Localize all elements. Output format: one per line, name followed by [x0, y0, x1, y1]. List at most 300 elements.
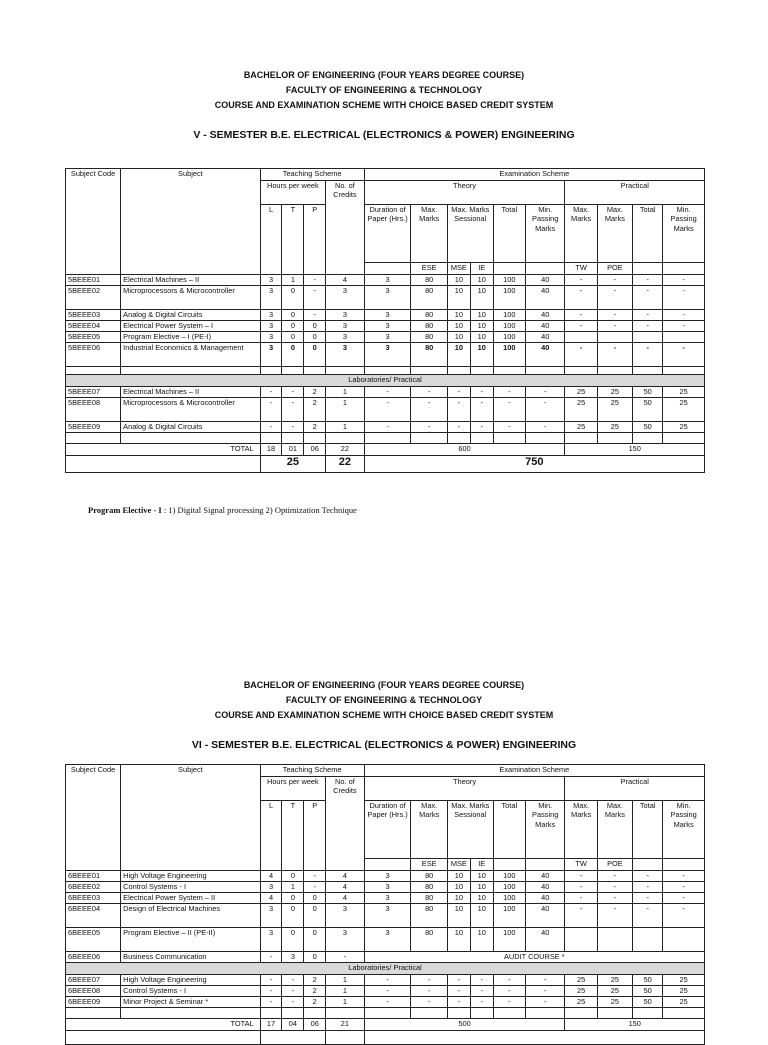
table-cell	[565, 332, 597, 343]
table-cell: 0	[282, 893, 304, 904]
table-cell: 10	[470, 332, 493, 343]
table-cell: 50	[633, 997, 663, 1008]
table-cell: 10	[470, 286, 493, 310]
table-cell: 3	[364, 343, 411, 367]
table-cell: -	[364, 986, 411, 997]
table-cell: 10	[470, 882, 493, 893]
table-cell: -	[260, 387, 282, 398]
table-row	[66, 275, 705, 286]
table-cell: 0	[304, 332, 326, 343]
table-cell: 2	[304, 387, 326, 398]
table-cell: 1	[282, 882, 304, 893]
table-cell: -	[633, 321, 663, 332]
col-p: P	[304, 205, 326, 275]
col-practical-max-marks: Max. Marks	[565, 801, 597, 859]
subject-name-cell: Electrical Machines – II	[121, 275, 260, 286]
table-cell: -	[364, 975, 411, 986]
table-cell: 0	[304, 928, 326, 952]
university-header-line3-sem6: COURSE AND EXAMINATION SCHEME WITH CHOICE BASED CREDIT SYSTEM	[214, 710, 554, 720]
col-practical-min-passing: Min. Passing Marks	[663, 801, 705, 859]
table-cell: -	[663, 275, 705, 286]
table-cell: 100	[493, 343, 525, 367]
table-cell: 0	[282, 286, 304, 310]
table-cell: -	[525, 387, 565, 398]
table-cell: -	[364, 422, 411, 433]
table-cell: -	[470, 975, 493, 986]
table-cell: 10	[447, 321, 470, 332]
subject-code-cell: 6BEEE02	[66, 882, 121, 893]
table-row	[66, 398, 705, 422]
table-cell: 2	[304, 975, 326, 986]
semester-vi-lab-heading: Laboratories/ Practical	[66, 963, 705, 975]
table-cell: 100	[493, 332, 525, 343]
table-cell: 50	[633, 387, 663, 398]
university-header-line1: BACHELOR OF ENGINEERING (FOUR YEARS DEGREE COURSE)	[243, 70, 525, 80]
table-cell	[663, 928, 705, 952]
table-cell: 25	[663, 986, 705, 997]
audit-row-p: 0	[304, 952, 326, 963]
col-t: T	[282, 801, 304, 871]
table-row	[66, 997, 705, 1008]
table-cell: 100	[493, 321, 525, 332]
table-cell: -	[493, 986, 525, 997]
table-cell: 3	[260, 343, 282, 367]
table-cell: 3	[260, 310, 282, 321]
subject-name-cell: Program Elective – II (PE-II)	[121, 928, 260, 952]
table-cell: 80	[411, 882, 447, 893]
table-cell: 1	[326, 387, 365, 398]
table-cell: -	[470, 422, 493, 433]
table-row	[66, 871, 705, 882]
col-practical-total: Total	[633, 205, 663, 263]
table-cell: 10	[470, 871, 493, 882]
col-subject: Subject	[121, 765, 260, 871]
table-cell: -	[304, 275, 326, 286]
col-min-passing: Min. Passing Marks	[525, 801, 565, 859]
table-cell	[565, 928, 597, 952]
subject-name-cell: Industrial Economics & Management	[121, 343, 260, 367]
col-exam-scheme: Examination Scheme	[364, 169, 704, 181]
table-cell	[597, 332, 632, 343]
table-cell: 10	[447, 310, 470, 321]
col-subject-code: Subject Code	[66, 169, 121, 275]
table-cell: -	[525, 398, 565, 422]
subject-code-cell: 5BEEE09	[66, 422, 121, 433]
table-cell: -	[447, 387, 470, 398]
col-max-marks-sessional: Max. Marks Sessional	[447, 205, 493, 263]
table-cell: -	[411, 997, 447, 1008]
subject-code-cell: 5BEEE04	[66, 321, 121, 332]
program-elective-options: : 1) Digital Signal processing 2) Optimization Technique	[161, 505, 357, 515]
table-cell: 80	[411, 893, 447, 904]
table-cell: -	[663, 882, 705, 893]
table-cell: 10	[447, 343, 470, 367]
subject-name-cell: Control Systems - I	[121, 986, 260, 997]
table-cell: 2	[304, 986, 326, 997]
table-cell: 10	[447, 871, 470, 882]
table-cell: 10	[470, 893, 493, 904]
university-header-line1-sem6: BACHELOR OF ENGINEERING (FOUR YEARS DEGREE COURSE)	[243, 680, 525, 690]
table-cell: 3	[364, 871, 411, 882]
table-cell: -	[470, 997, 493, 1008]
table-cell: -	[597, 321, 632, 332]
table-cell: 25	[663, 975, 705, 986]
table-cell: -	[597, 343, 632, 367]
table-cell: -	[493, 398, 525, 422]
table-cell: -	[364, 387, 411, 398]
table-cell: 1	[282, 275, 304, 286]
table-cell: 0	[282, 310, 304, 321]
table-row	[66, 332, 705, 343]
table-cell: -	[447, 975, 470, 986]
table-cell: 0	[282, 871, 304, 882]
semester-vi-title: VI - SEMESTER B.E. ELECTRICAL (ELECTRONICS & POWER) ENGINEERING	[191, 739, 577, 751]
table-cell: -	[282, 997, 304, 1008]
table-cell: 10	[447, 286, 470, 310]
table-cell: -	[565, 275, 597, 286]
table-cell: 40	[525, 904, 565, 928]
table-row	[66, 904, 705, 928]
table-cell: 40	[525, 928, 565, 952]
table-cell: -	[282, 975, 304, 986]
table-cell: 100	[493, 310, 525, 321]
table-cell: 40	[525, 275, 565, 286]
table-cell: 3	[326, 343, 365, 367]
table-cell: -	[663, 321, 705, 332]
table-cell: -	[364, 997, 411, 1008]
table-cell: -	[565, 871, 597, 882]
semester-vi-total-practical: 150	[565, 1019, 705, 1031]
table-cell: -	[597, 871, 632, 882]
table-cell: -	[282, 387, 304, 398]
university-header-line2: FACULTY OF ENGINEERING & TECHNOLOGY	[285, 85, 483, 95]
table-cell: -	[633, 893, 663, 904]
subject-code-cell: 5BEEE01	[66, 275, 121, 286]
subject-code-cell: 6BEEE04	[66, 904, 121, 928]
table-cell: -	[470, 986, 493, 997]
table-cell: 3	[326, 904, 365, 928]
semester-v-total-practical: 150	[565, 444, 705, 456]
table-cell: -	[597, 286, 632, 310]
subject-code-cell: 6BEEE08	[66, 986, 121, 997]
table-cell: -	[565, 310, 597, 321]
semester-v-grand-hours: 25	[260, 456, 326, 473]
table-cell: 0	[282, 904, 304, 928]
col-practical: Practical	[565, 777, 705, 801]
table-cell: -	[565, 343, 597, 367]
table-cell: 25	[565, 975, 597, 986]
table-cell: 3	[326, 321, 365, 332]
col-mse: MSE	[447, 263, 470, 275]
col-p: P	[304, 801, 326, 871]
semester-v-total-theory: 600	[364, 444, 565, 456]
table-cell: 25	[565, 986, 597, 997]
table-row	[66, 387, 705, 398]
col-l: L	[260, 205, 282, 275]
table-cell: -	[411, 398, 447, 422]
table-cell: 80	[411, 286, 447, 310]
table-cell: -	[411, 387, 447, 398]
table-row	[66, 422, 705, 433]
table-cell: -	[663, 871, 705, 882]
table-cell: 3	[326, 286, 365, 310]
program-elective-note	[88, 505, 357, 515]
col-hours-per-week: Hours per week	[260, 777, 326, 801]
table-cell: -	[260, 975, 282, 986]
table-row	[66, 928, 705, 952]
table-cell: -	[411, 422, 447, 433]
table-cell: -	[411, 975, 447, 986]
col-theory: Theory	[364, 181, 565, 205]
table-cell: -	[260, 997, 282, 1008]
table-cell: 0	[304, 893, 326, 904]
col-poe: POE	[597, 859, 632, 871]
subject-name-cell: Microprocessors & Microcontroller	[121, 286, 260, 310]
table-cell: 40	[525, 332, 565, 343]
table-cell: 3	[364, 928, 411, 952]
table-cell: -	[597, 275, 632, 286]
subject-code-cell: 5BEEE07	[66, 387, 121, 398]
table-cell: -	[663, 904, 705, 928]
table-cell: -	[304, 882, 326, 893]
semester-vi-total-label: TOTAL	[66, 1019, 261, 1031]
col-mse: MSE	[447, 859, 470, 871]
semester-v-title: V - SEMESTER B.E. ELECTRICAL (ELECTRONICS & POWER) ENGINEERING	[193, 129, 575, 141]
col-practical: Practical	[565, 181, 705, 205]
col-practical-max-marks: Max. Marks	[565, 205, 597, 263]
semester-v-total-p: 06	[304, 444, 326, 456]
table-cell: -	[260, 422, 282, 433]
audit-row-t: 3	[282, 952, 304, 963]
table-cell: -	[525, 997, 565, 1008]
table-cell: 3	[364, 904, 411, 928]
table-cell: 25	[565, 387, 597, 398]
table-cell	[597, 928, 632, 952]
table-cell: 100	[493, 871, 525, 882]
table-cell: -	[565, 882, 597, 893]
audit-row-code: 6BEEE06	[66, 952, 121, 963]
semester-vi-total-credits: 21	[326, 1019, 365, 1031]
col-max-marks: Max. Marks	[411, 205, 447, 263]
col-practical-max-marks-2: Max. Marks	[597, 801, 632, 859]
table-cell: 50	[633, 986, 663, 997]
table-cell: 40	[525, 882, 565, 893]
table-cell: 0	[282, 928, 304, 952]
audit-row-l: -	[260, 952, 282, 963]
col-hours-per-week: Hours per week	[260, 181, 326, 205]
table-cell: 100	[493, 904, 525, 928]
table-cell: -	[525, 422, 565, 433]
semester-v-grand-marks: 750	[364, 456, 704, 473]
table-row	[66, 286, 705, 310]
subject-code-cell: 6BEEE07	[66, 975, 121, 986]
table-cell: 40	[525, 871, 565, 882]
table-cell: 3	[326, 332, 365, 343]
table-cell: 25	[597, 422, 632, 433]
subject-name-cell: Analog & Digital Circuits	[121, 310, 260, 321]
table-cell: 3	[260, 882, 282, 893]
table-row	[66, 975, 705, 986]
table-cell: 100	[493, 275, 525, 286]
table-cell: 25	[597, 387, 632, 398]
table-cell: 0	[282, 321, 304, 332]
col-subject-code: Subject Code	[66, 765, 121, 871]
table-cell: -	[493, 975, 525, 986]
subject-code-cell: 5BEEE05	[66, 332, 121, 343]
subject-name-cell: Control Systems - I	[121, 882, 260, 893]
table-cell: -	[282, 422, 304, 433]
table-cell: -	[493, 422, 525, 433]
col-theory: Theory	[364, 777, 565, 801]
table-cell: 2	[304, 422, 326, 433]
table-row	[66, 893, 705, 904]
table-row	[66, 882, 705, 893]
table-cell: 3	[326, 928, 365, 952]
table-cell: 1	[326, 986, 365, 997]
table-cell: 40	[525, 893, 565, 904]
semester-v-grand-credits: 22	[326, 456, 365, 473]
table-cell: -	[565, 286, 597, 310]
table-cell: 4	[326, 882, 365, 893]
table-cell: 3	[260, 928, 282, 952]
subject-code-cell: 5BEEE06	[66, 343, 121, 367]
subject-code-cell: 6BEEE05	[66, 928, 121, 952]
table-cell: 10	[447, 904, 470, 928]
table-cell: -	[493, 997, 525, 1008]
table-cell: 10	[470, 904, 493, 928]
table-cell: -	[447, 398, 470, 422]
semester-vi-lab-rows	[66, 975, 705, 1008]
table-cell: -	[597, 882, 632, 893]
table-cell: 25	[663, 387, 705, 398]
subject-code-cell: 6BEEE01	[66, 871, 121, 882]
semester-v-total-t: 01	[282, 444, 304, 456]
table-cell: -	[633, 286, 663, 310]
subject-name-cell: Program Elective – I (PE-I)	[121, 332, 260, 343]
table-cell: 100	[493, 928, 525, 952]
col-total: Total	[493, 801, 525, 859]
table-cell: 40	[525, 310, 565, 321]
table-cell: 2	[304, 398, 326, 422]
table-cell: 100	[493, 882, 525, 893]
table-cell: 100	[493, 286, 525, 310]
col-exam-scheme: Examination Scheme	[364, 765, 704, 777]
table-cell: 2	[304, 997, 326, 1008]
subject-name-cell: Design of Electrical Machines	[121, 904, 260, 928]
table-cell: -	[663, 310, 705, 321]
table-cell: 80	[411, 343, 447, 367]
table-cell: 0	[304, 343, 326, 367]
table-cell: 3	[260, 286, 282, 310]
semester-v-lab-heading: Laboratories/ Practical	[66, 375, 705, 387]
semester-vi-total-p: 06	[304, 1019, 326, 1031]
table-cell: 3	[364, 286, 411, 310]
table-cell: 10	[447, 882, 470, 893]
table-cell: 1	[326, 997, 365, 1008]
table-cell: 1	[326, 975, 365, 986]
semester-vi-total-t: 04	[282, 1019, 304, 1031]
table-cell: 3	[364, 893, 411, 904]
col-tw: TW	[565, 859, 597, 871]
col-ese: ESE	[411, 263, 447, 275]
table-cell	[663, 332, 705, 343]
table-cell: -	[633, 275, 663, 286]
table-cell: -	[525, 975, 565, 986]
table-cell: 3	[260, 904, 282, 928]
table-cell: 25	[597, 997, 632, 1008]
table-cell: 10	[470, 310, 493, 321]
table-cell: -	[663, 286, 705, 310]
col-practical-max-marks-2: Max. Marks	[597, 205, 632, 263]
audit-row-subject: Business Communication	[121, 952, 260, 963]
table-cell: -	[447, 422, 470, 433]
table-cell: -	[304, 871, 326, 882]
col-practical-total: Total	[633, 801, 663, 859]
table-cell: 4	[260, 871, 282, 882]
col-t: T	[282, 205, 304, 275]
table-cell: -	[633, 904, 663, 928]
table-cell: -	[470, 398, 493, 422]
table-cell: 25	[565, 398, 597, 422]
subject-code-cell: 6BEEE03	[66, 893, 121, 904]
table-cell: 40	[525, 321, 565, 332]
table-cell: -	[470, 387, 493, 398]
table-cell: 3	[260, 332, 282, 343]
table-cell: 80	[411, 928, 447, 952]
col-practical-min-passing: Min. Passing Marks	[663, 205, 705, 263]
subject-code-cell: 6BEEE09	[66, 997, 121, 1008]
table-cell: 0	[304, 321, 326, 332]
col-min-passing: Min. Passing Marks	[525, 205, 565, 263]
subject-name-cell: Minor Project & Seminar *	[121, 997, 260, 1008]
table-cell: 25	[565, 997, 597, 1008]
table-cell: 40	[525, 286, 565, 310]
table-cell: -	[282, 986, 304, 997]
semester-v-lab-rows	[66, 387, 705, 433]
table-cell: 10	[447, 332, 470, 343]
col-credits: No. of Credits	[326, 181, 365, 275]
subject-code-cell: 5BEEE08	[66, 398, 121, 422]
table-cell: 10	[447, 893, 470, 904]
subject-name-cell: Microprocessors & Microcontroller	[121, 398, 260, 422]
table-cell: 3	[260, 321, 282, 332]
subject-code-cell: 5BEEE02	[66, 286, 121, 310]
table-cell: 10	[470, 275, 493, 286]
table-row	[66, 343, 705, 367]
table-cell: 25	[663, 997, 705, 1008]
table-cell: 10	[447, 928, 470, 952]
table-cell: 80	[411, 904, 447, 928]
col-total: Total	[493, 205, 525, 263]
table-cell: -	[597, 310, 632, 321]
table-cell: -	[633, 310, 663, 321]
table-cell: -	[493, 387, 525, 398]
table-cell: -	[565, 904, 597, 928]
table-cell: 80	[411, 310, 447, 321]
table-cell	[633, 928, 663, 952]
table-cell: -	[663, 893, 705, 904]
university-header-line2-sem6: FACULTY OF ENGINEERING & TECHNOLOGY	[285, 695, 483, 705]
table-cell: 3	[260, 275, 282, 286]
col-duration: Duration of Paper (Hrs.)	[364, 205, 411, 263]
table-cell: -	[411, 986, 447, 997]
col-tw: TW	[565, 263, 597, 275]
col-poe: POE	[597, 263, 632, 275]
audit-row-credits: -	[326, 952, 365, 963]
table-cell: -	[447, 997, 470, 1008]
semester-vi-scheme-table	[65, 764, 705, 1045]
semester-vi-total-theory: 500	[364, 1019, 565, 1031]
